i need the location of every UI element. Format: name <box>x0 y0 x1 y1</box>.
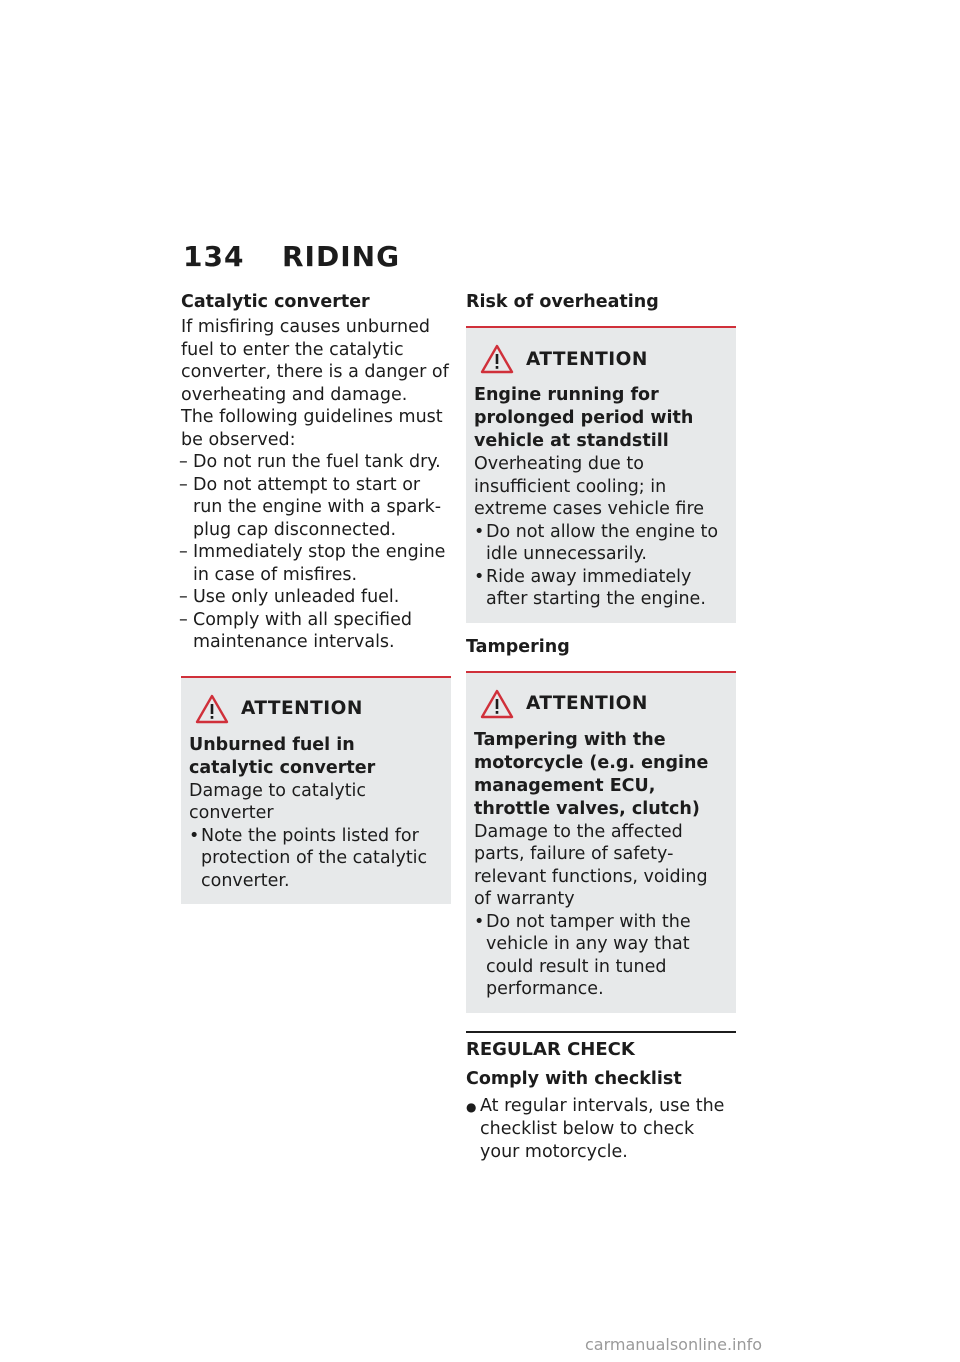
attention-header <box>195 694 443 724</box>
guidelines-list <box>181 451 451 654</box>
attention-box-overheating <box>466 326 736 623</box>
attention-header <box>480 689 728 719</box>
checklist-heading: Comply with checklist <box>466 1068 682 1089</box>
list-item: – Do not attempt to start or run the engine with a spark-plug cap disconnected. <box>181 474 451 542</box>
list-item: • Ride away immediately after starting the engine. <box>474 566 728 611</box>
chapter-title: RIDING <box>282 240 401 273</box>
attention-consequence: Overheating due to insufficient cooling; in extreme cases vehicle fire <box>474 454 705 519</box>
attention-title: Tampering with the motorcycle (e.g. engine management ECU, throttle valves, clutch) <box>474 729 709 819</box>
list-item: – Do not run the fuel tank dry. <box>181 451 451 474</box>
attention-bullets <box>474 911 728 1001</box>
checklist-list <box>466 1095 736 1164</box>
attention-consequence: Damage to the affected parts, failure of safety-relevant functions, voiding of warranty <box>474 821 708 909</box>
catalytic-intro: If misfiring causes unburned fuel to enter the catalytic converter, there is a danger of overheating and damage. <box>181 317 449 405</box>
right-column <box>466 290 736 1164</box>
catalytic-heading: Catalytic converter <box>181 292 370 312</box>
attention-label: ATTENTION <box>241 698 363 719</box>
attention-box-tampering <box>466 671 736 1013</box>
tampering-heading: Tampering <box>466 636 570 657</box>
list-item: • Do not tamper with the vehicle in any way that could result in tuned performance. <box>474 911 728 1001</box>
attention-header <box>480 344 728 374</box>
list-item: • Do not allow the engine to idle unnecessarily. <box>474 521 728 566</box>
warning-triangle-icon <box>195 694 229 724</box>
page-number: 134 <box>183 240 245 273</box>
section-title: REGULAR CHECK <box>466 1038 635 1060</box>
attention-label: ATTENTION <box>526 348 648 370</box>
attention-consequence: Damage to catalytic converter <box>189 780 367 823</box>
warning-triangle-icon <box>480 344 514 374</box>
guidelines-text: The following guidelines must be observed: <box>181 407 443 450</box>
attention-box-catalytic <box>181 676 451 905</box>
attention-label: ATTENTION <box>526 693 648 714</box>
attention-bullets <box>474 521 728 611</box>
watermark: carmanualsonline.info <box>585 1335 763 1354</box>
attention-bullets <box>189 825 443 893</box>
list-item: – Immediately stop the engine in case of misfires. <box>181 541 451 586</box>
warning-triangle-icon <box>480 689 514 719</box>
attention-title: Unburned fuel in catalytic converter <box>189 734 376 778</box>
attention-title: Engine running for prolonged period with vehicle at standstill <box>474 385 694 451</box>
left-column <box>181 290 451 904</box>
list-item: – Comply with all specified maintenance intervals. <box>181 609 451 654</box>
list-item: – Use only unleaded fuel. <box>181 586 451 609</box>
list-item: • Note the points listed for protection of the catalytic converter. <box>189 825 443 893</box>
regular-check-section <box>466 1031 736 1164</box>
list-item: ● At regular intervals, use the checklist below to check your motorcycle. <box>466 1095 736 1164</box>
overheating-heading: Risk of overheating <box>466 292 659 312</box>
